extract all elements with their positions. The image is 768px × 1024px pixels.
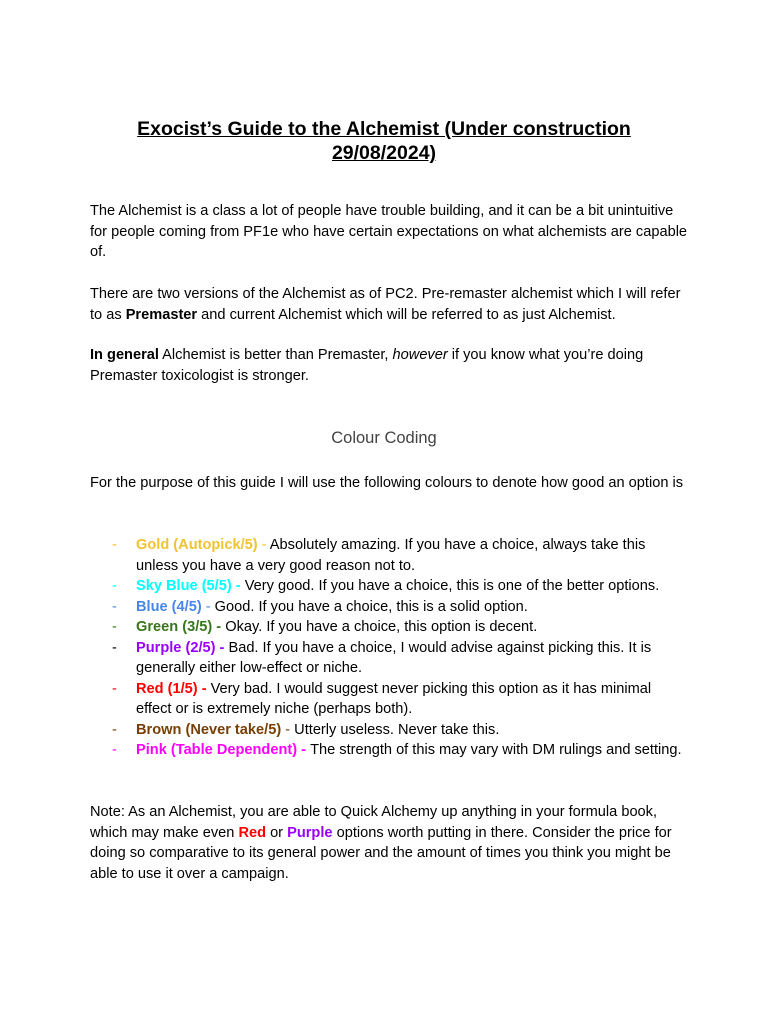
legend-separator: - <box>215 639 229 656</box>
legend-separator: - <box>201 598 215 615</box>
note-red-word: Red <box>238 824 267 841</box>
bullet-dash: - <box>112 639 117 656</box>
legend-item <box>112 638 682 679</box>
legend-label: Pink (Table Dependent) <box>136 742 298 758</box>
legend-item <box>112 597 682 618</box>
premaster-term: Premaster <box>125 306 198 323</box>
note-paragraph <box>90 802 690 884</box>
bullet-dash: - <box>112 742 117 758</box>
legend-label: Purple (2/5) <box>136 639 216 656</box>
colour-legend-list <box>112 535 682 761</box>
legend-description: Utterly useless. Never take this. <box>294 721 500 738</box>
legend-label: Red (1/5) <box>136 680 198 697</box>
legend-label: Brown (Never take/5) <box>136 721 282 738</box>
legend-item <box>112 617 682 638</box>
legend-description: The strength of this may vary with DM rulings and setting. <box>310 742 682 758</box>
however-term: however <box>392 347 448 363</box>
legend-label: Sky Blue (5/5) <box>136 578 232 594</box>
colour-intro-paragraph: For the purpose of this guide I will use the following colours to denote how good an option is <box>90 475 684 491</box>
legend-description: Very good. If you have a choice, this is one of the better options. <box>244 578 660 594</box>
bullet-dash: - <box>112 537 117 553</box>
legend-item <box>112 576 682 597</box>
legend-label: Blue (4/5) <box>136 598 202 615</box>
legend-item <box>112 535 682 576</box>
bullet-dash: - <box>112 578 117 594</box>
legend-separator: - <box>257 537 270 553</box>
note-text-after: options worth putting in there. Consider the price for doing so comparative to its general power and the amount of times you think you might be able to use it over a campaign. <box>90 824 672 882</box>
general-text-middle: Alchemist is better than Premaster, <box>158 347 393 363</box>
note-text-before: Note: As an Alchemist, you are able to Quick Alchemy up anything in your formula book, which may make even <box>90 804 658 841</box>
bullet-dash: - <box>112 721 117 738</box>
versions-paragraph <box>90 284 690 325</box>
legend-description: Absolutely amazing. If you have a choice, always take this unless you have a very good reason not to. <box>136 537 646 574</box>
in-general-term: In general <box>90 347 159 363</box>
section-heading-colour-coding: Colour Coding <box>331 429 437 447</box>
general-paragraph <box>90 345 690 386</box>
legend-item <box>112 679 682 720</box>
legend-description: Okay. If you have a choice, this option is decent. <box>225 619 538 635</box>
legend-separator: - <box>231 578 245 594</box>
versions-text-after: and current Alchemist which will be referred to as just Alchemist. <box>197 306 616 323</box>
legend-item <box>112 740 682 761</box>
general-text-after: if you know what you’re doing Premaster toxicologist is stronger. <box>90 347 644 384</box>
legend-description: Very bad. I would suggest never picking this option as it has minimal effect or is extremely niche (perhaps both). <box>136 680 652 717</box>
legend-description: Bad. If you have a choice, I would advise against picking this. It is generally either low-effect or niche. <box>136 639 652 676</box>
legend-separator: - <box>197 680 211 697</box>
document-title: Exocist’s Guide to the Alchemist (Under construction 29/08/2024) <box>137 118 631 164</box>
legend-separator: - <box>212 619 226 635</box>
legend-label: Green (3/5) <box>136 619 213 635</box>
legend-label: Gold (Autopick/5) <box>136 537 258 553</box>
versions-text-before: There are two versions of the Alchemist as of PC2. Pre-remaster alchemist which I will refer to as <box>90 286 681 323</box>
legend-item <box>112 720 682 741</box>
bullet-dash: - <box>112 680 117 697</box>
note-text-or: or <box>266 824 288 841</box>
legend-separator: - <box>281 721 295 738</box>
bullet-dash: - <box>112 598 117 615</box>
note-purple-word: Purple <box>287 824 333 841</box>
legend-description: Good. If you have a choice, this is a solid option. <box>214 598 528 615</box>
legend-separator: - <box>297 742 311 758</box>
intro-paragraph: The Alchemist is a class a lot of people have trouble building, and it can be a bit unintuitive for people coming from PF1e who have certain expectations on what alchemists are capable of. <box>90 203 688 260</box>
bullet-dash: - <box>112 619 117 635</box>
